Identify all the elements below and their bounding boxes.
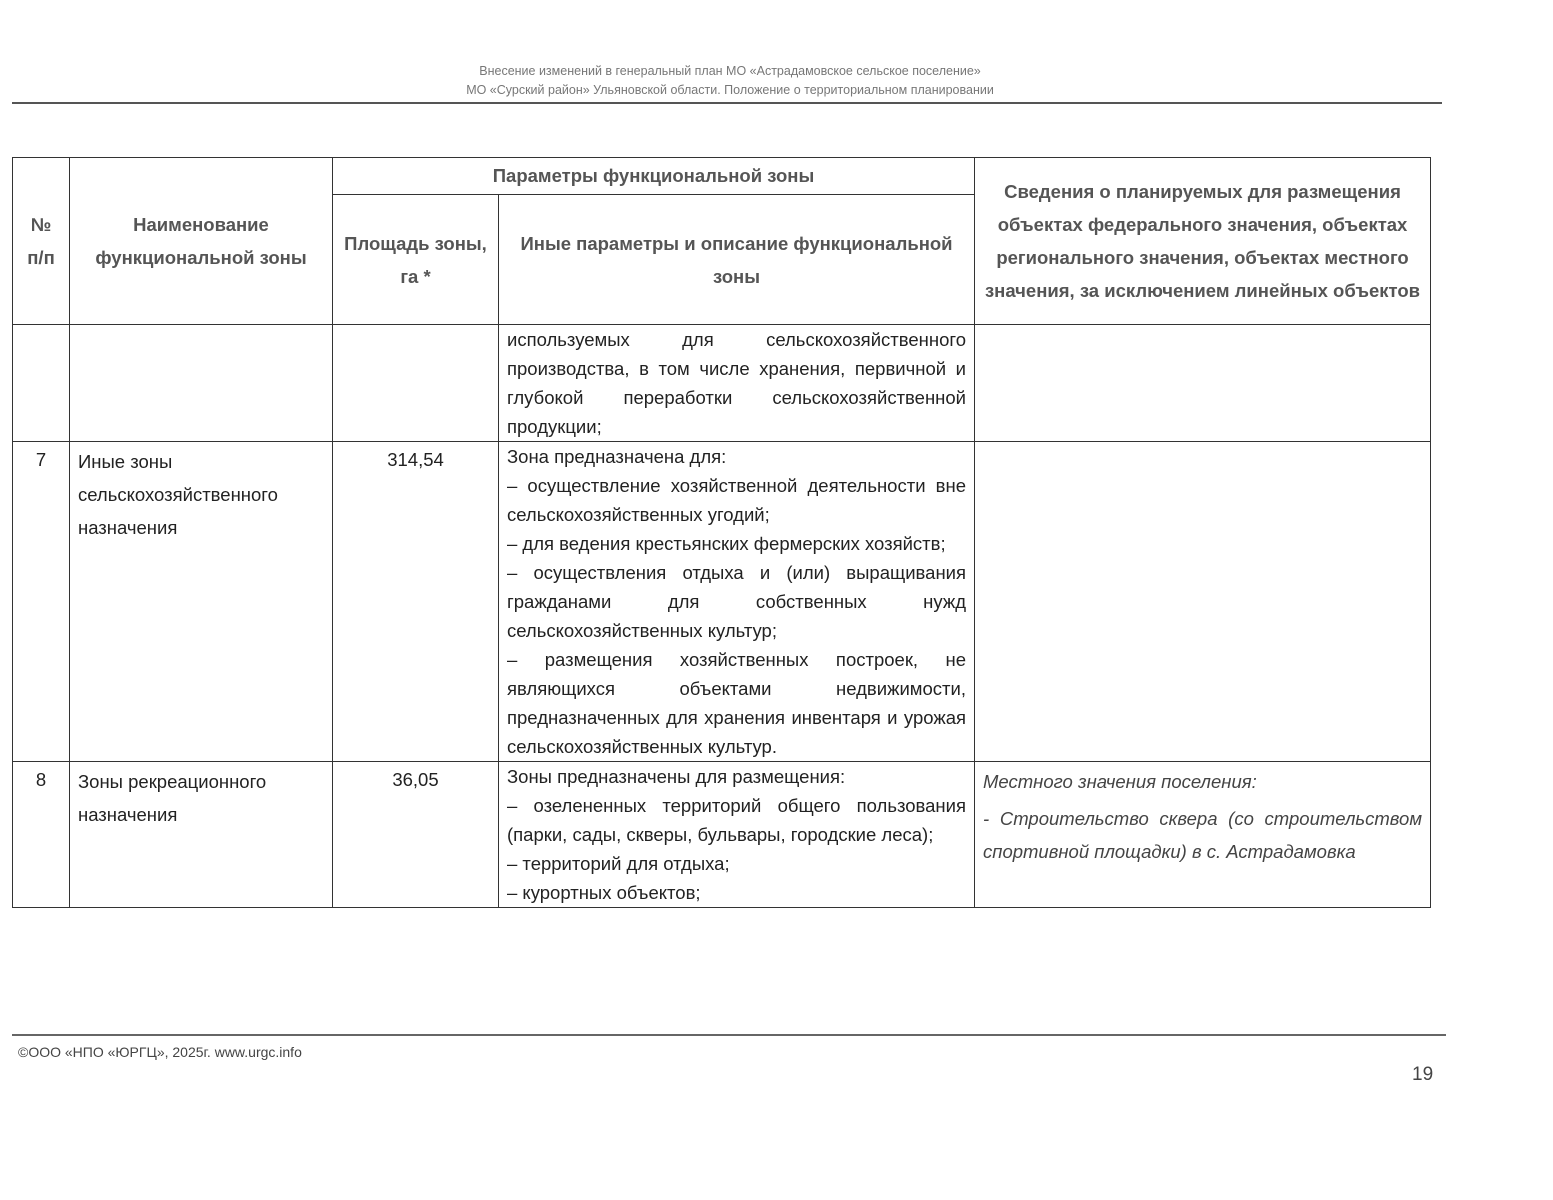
description-item: – озелененных территорий общего пользования (парки, сады, скверы, бульвары, городские леса); [507,795,967,845]
header-line-1: Внесение изменений в генеральный план МО «Астрадамовское сельское поселение» [479,64,981,78]
cell-num: 7 [13,442,70,762]
footer-divider [12,1034,1446,1036]
zone-name: Зоны рекреационного назначения [78,771,267,825]
description-item: – осуществления отдыха и (или) выращивания гражданами для собственных нужд сельскохозяйственных культур; [507,562,967,641]
footer-copyright: ©ООО «НПО «ЮРГЦ», 2025г. www.urgc.info [18,1044,302,1060]
col-header-area: Площадь зоны, га * [333,195,499,325]
cell-name [70,442,333,762]
table-row-8 [13,762,1431,908]
page-number: 19 [1412,1064,1434,1085]
col-header-federal-info: Сведения о планируемых для размещения объектах федерального значения, объектах регионального значения, объектах местного значения, за исключением линейных объектов [975,158,1431,325]
description-intro: Зона предназначена для: [507,446,727,467]
description-item: – для ведения крестьянских фермерских хозяйств; [507,533,946,554]
description-item: – курортных объектов; [507,882,701,903]
description-item: – размещения хозяйственных построек, не являющихся объектами недвижимости, предназначенных для хранения инвентаря и урожая сельскохозяйственных культур. [507,649,967,757]
col-header-other-params: Иные параметры и описание функциональной зоны [499,195,975,325]
description-intro: Зоны предназначены для размещения: [507,766,846,787]
federal-info-title: Местного значения поселения: [983,771,1257,792]
table-row-continuation [13,325,1431,442]
cell-area [333,325,499,442]
zone-name: Иные зоны сельскохозяйственного назначения [78,451,278,538]
col-header-name: Наименование функциональной зоны [70,158,333,325]
cell-num [13,325,70,442]
cell-description [499,762,975,908]
description-item: – территорий для отдыха; [507,853,730,874]
cell-federal-info [975,325,1431,442]
header-row-1 [13,158,1431,195]
document-header [0,62,1460,100]
cell-description: используемых для сельскохозяйственного производства, в том числе хранения, первичной и глубокой переработки сельскохозяйственной продукции; [499,325,975,442]
description-item: – осуществление хозяйственной деятельности вне сельскохозяйственных угодий; [507,475,967,525]
cell-name [70,325,333,442]
cell-area: 36,05 [333,762,499,908]
federal-info-item: - Строительство сквера (со строительством спортивной площадки) в с. Астрадамовка [983,808,1423,862]
col-header-num: № п/п [13,158,70,325]
cell-num: 8 [13,762,70,908]
cell-federal-info [975,762,1431,908]
header-divider [12,102,1442,104]
cell-federal-info [975,442,1431,762]
functional-zones-table [12,157,1431,908]
header-line-2: МО «Сурский район» Ульяновской области. Положение о территориальном планировании [466,83,994,97]
cell-name [70,762,333,908]
cell-description [499,442,975,762]
table-row-7 [13,442,1431,762]
col-header-params-group: Параметры функциональной зоны [333,158,975,195]
cell-area: 314,54 [333,442,499,762]
